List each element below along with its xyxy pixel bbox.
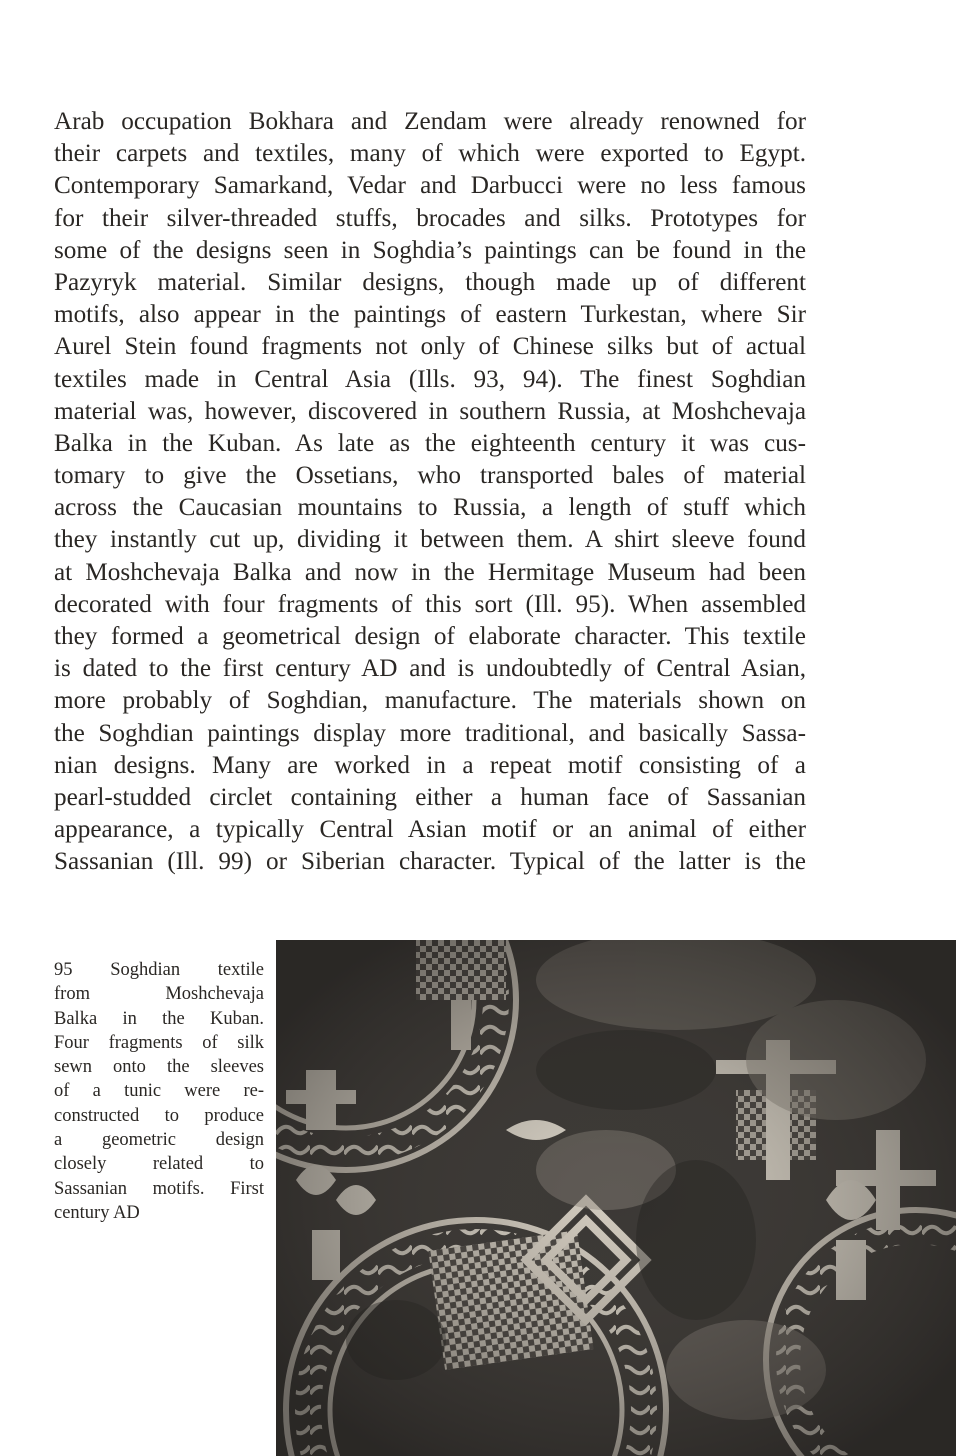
- caption-line: Balka in the Kuban.: [54, 1008, 264, 1029]
- text-line: Balka in the Kuban. As late as the eighteenth century it was cus-: [54, 429, 806, 457]
- caption-line: Sassanian motifs. First: [54, 1178, 264, 1199]
- text-line: Contemporary Samarkand, Vedar and Darbucci were no less famous: [54, 172, 806, 200]
- text-line: appearance, a typically Central Asian motif or an animal of either: [54, 816, 806, 844]
- text-line: motifs, also appear in the paintings of eastern Turkestan, where Sir: [54, 301, 806, 329]
- text-line: Arab occupation Bokhara and Zendam were already renowned for: [54, 108, 806, 135]
- text-line: some of the designs seen in Soghdia’s paintings can be found in the: [54, 236, 806, 264]
- text-line: the Soghdian paintings display more traditional, and basically Sassa-: [54, 719, 806, 747]
- text-line: more probably of Soghdian, manufacture. The materials shown on: [54, 687, 806, 715]
- caption-line: of a tunic were re-: [54, 1081, 264, 1102]
- body-text: [54, 106, 806, 879]
- text-line: Pazyryk material. Similar designs, though made up of different: [54, 268, 806, 296]
- figure-caption: [54, 958, 264, 1225]
- caption-line: century AD: [54, 1202, 140, 1223]
- caption-line: from Moshchevaja: [54, 984, 264, 1005]
- textile-pattern-image: [276, 940, 956, 1456]
- text-line: tomary to give the Ossetians, who transported bales of material: [54, 462, 806, 490]
- caption-line: sewn onto the sleeves: [54, 1057, 264, 1078]
- text-line: nian designs. Many are worked in a repeat motif consisting of a: [54, 751, 806, 779]
- text-line: Aurel Stein found fragments not only of Chinese silks but of actual: [54, 333, 806, 361]
- text-line: decorated with four fragments of this sort (Ill. 95). When assembled: [54, 590, 806, 618]
- text-line: they formed a geometrical design of elaborate character. This textile: [54, 623, 806, 650]
- caption-line: Four fragments of silk: [54, 1032, 264, 1053]
- caption-line: 95 Soghdian textile: [54, 960, 264, 980]
- text-line: at Moshchevaja Balka and now in the Hermitage Museum had been: [54, 558, 806, 586]
- text-line: their carpets and textiles, many of which were exported to Egypt.: [54, 140, 806, 168]
- text-line: across the Caucasian mountains to Russia, a length of stuff which: [54, 494, 806, 522]
- text-line: textiles made in Central Asia (Ills. 93, 94). The finest Soghdian: [54, 365, 806, 393]
- text-line: for their silver-threaded stuffs, brocades and silks. Prototypes for: [54, 204, 806, 232]
- textile-photograph: [276, 940, 956, 1456]
- text-line: is dated to the first century AD and is undoubtedly of Central Asian,: [54, 655, 806, 683]
- caption-line: constructed to produce: [54, 1105, 264, 1126]
- caption-line: closely related to: [54, 1154, 264, 1175]
- text-line: Sassanian (Ill. 99) or Siberian character. Typical of the latter is the: [54, 848, 806, 876]
- text-line: pearl-studded circlet containing either a human face of Sassanian: [54, 783, 806, 811]
- text-line: they instantly cut up, dividing it between them. A shirt sleeve found: [54, 526, 806, 554]
- caption-line: a geometric design: [54, 1130, 264, 1151]
- text-line: material was, however, discovered in southern Russia, at Moshchevaja: [54, 397, 806, 425]
